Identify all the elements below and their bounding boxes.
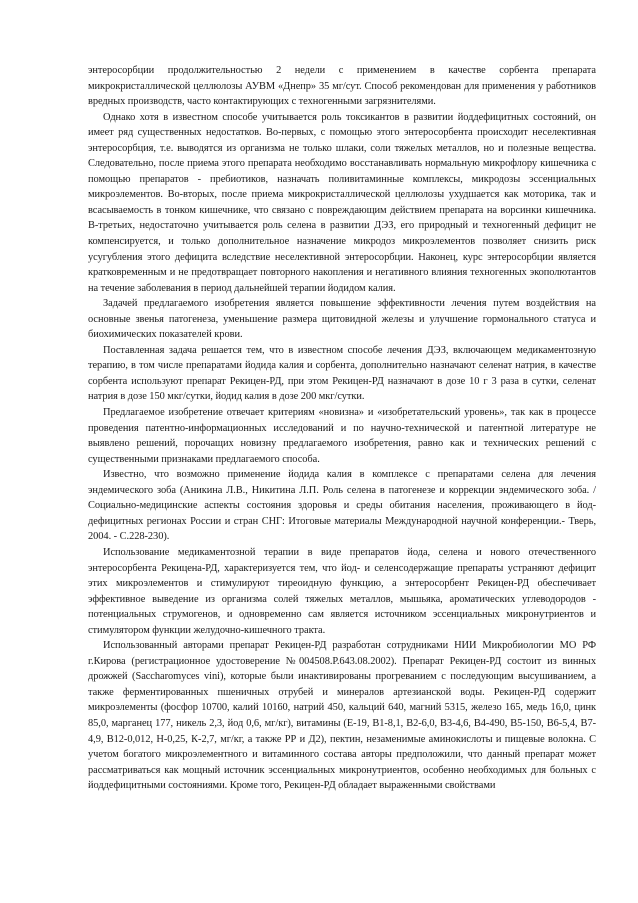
paragraph-6: Известно, что возможно применение йодида калия в комплексе с препаратами селена для лечения эндемического зоба (Аникина Л.В., Никитина Л.П. Роль селена в патогенезе и коррекции эндемического зоба. / Социально-медицинские аспекты состояния здоровья и среды обитания населения, проживающего в йод-дефицитных регионах России и стран СНГ: Итоговые материалы Международной научной конференции.- Тверь, 2004. - С.228-230). bbox=[88, 469, 596, 543]
paragraph-3: Задачей предлагаемого изобретения является повышение эффективности лечения путем воздействия на основные звенья патогенеза, уменьшение размера щитовидной железы и улучшение гормонального статуса и биохимических показателей крови. bbox=[88, 298, 596, 341]
document-page bbox=[88, 63, 596, 794]
paragraph-4: Поставленная задача решается тем, что в известном способе лечения ДЭЗ, включающем медикаментозную терапию, в том числе препаратами йодида калия и сорбента, дополнительно назначают селенат натрия, в качестве сорбента используют препарат Рекицен-РД, при этом Рекицен-РД назначают в дозе 10 г 3 раза в сутки, селенат натрия в дозе 150 мкг/сутки, йодид калия в дозе 200 мкг/сутки. bbox=[88, 344, 596, 403]
paragraph-8: Использованный авторами препарат Рекицен-РД разработан сотрудниками НИИ Микробиологии МО РФ г.Кирова (регистрационное удостоверение №004508.Р.643.08.2002). Препарат Рекицен-РД состоит из винных дрожжей (Saccharomyces vini), которые были инактивированы прогреванием с последующим высушиванием, а также ферментированных пшеничных отрубей и минералов артезианской воды. Рекицен-РД содержит микроэлементы (фосфор 10700, калий 10160, натрий 450, кальций 640, магний 5315, железо 165, медь 16,0, цинк 85,0, марганец 177, никель 2,3, йод 0,6, мг/кг), витамины (Е-19, В1-8,1, В2-6,0, В3-4,6, В4-490, В5-150, В6-5,4, В7-4,9, В12-0,012, Н-0,25, К-2,7, мг/кг, а также РР и Д2), пектин, незаменимые аминокислоты и пищевые волокна. С учетом богатого микроэлементного и витаминного состава авторы предположили, что данный препарат может рассматриваться как мощный источник эссенциальных микронутриентов, особенно необходимых для больных с йоддефицитными состояниями. Кроме того, Рекицен-РД обладает выраженными свойствами bbox=[88, 640, 596, 792]
paragraph-5: Предлагаемое изобретение отвечает критериям «новизна» и «изобретательский уровень», так как в процессе проведения патентно-информационных исследований и по научно-технической и патентной литературе не выявлено решений, порочащих новизну предлагаемого изобретения, равно как и технических решений с существенными признаками предлагаемого способа. bbox=[88, 407, 596, 465]
paragraph-2: Однако хотя в известном способе учитывается роль токсикантов в развитии йоддефицитных состояний, он имеет ряд существенных недостатков. Во-первых, с помощью этого энтеросорбента происходит неселективная энтеросорбция, т.е. выводятся из организма не только шлаки, соли тяжелых металлов, но и полезные вещества. Следовательно, после приема этого препарата необходимо восстанавливать нормальную микрофлору кишечника с помощью препаратов - пребиотиков, назначать поливитаминные комплексы, микродозы эссенциальных микроэлементов. Во-вторых, после приема микрокристаллической целлюлозы ухудшается как моторика, так и всасываемость в тонком кишечнике, что связано с повреждающим действием препарата на ворсинки кишечника. В-третьих, недостаточно учитывается роль селена в развитии ДЭЗ, его природный и техногенный дефицит не компенсируется, и только дополнительное назначение микродоз микроэлементов позволяет снизить риск усугубления этого дефицита вследствие неселективной энтеросорбции. Наконец, курс энтеросорбции является кратковременным и не предотвращает повторного накопления и негативного влияния техногенных экополютантов на течение заболевания в период дальнейшей терапии йодидом калия. bbox=[88, 111, 596, 294]
paragraph-1: энтеросорбции продолжительностью 2 недели с применением в качестве сорбента препарата микрокристаллической целлюлозы АУВМ «Днепр» 35 мг/сут. Способ рекомендован для применения у работников вредных производств, часто контактирующих с техногенными загрязнителями. bbox=[88, 65, 596, 108]
paragraph-7: Использование медикаментозной терапии в виде препаратов йода, селена и нового отечественного энтеросорбента Рекицена-РД, характеризуется тем, что йод- и селенсодержащие препараты устраняют дефицит этих микроэлементов и стимулируют тиреоидную функцию, а энтеросорбент Рекицен-РД обеспечивает эффективное выведение из организма солей тяжелых металлов, мышьяка, ароматических углеводородов - потенциальных струмогенов, и одновременно сам является источником эссенциальных микронутриентов и стимулятором функции желудочно-кишечного тракта. bbox=[88, 546, 596, 636]
